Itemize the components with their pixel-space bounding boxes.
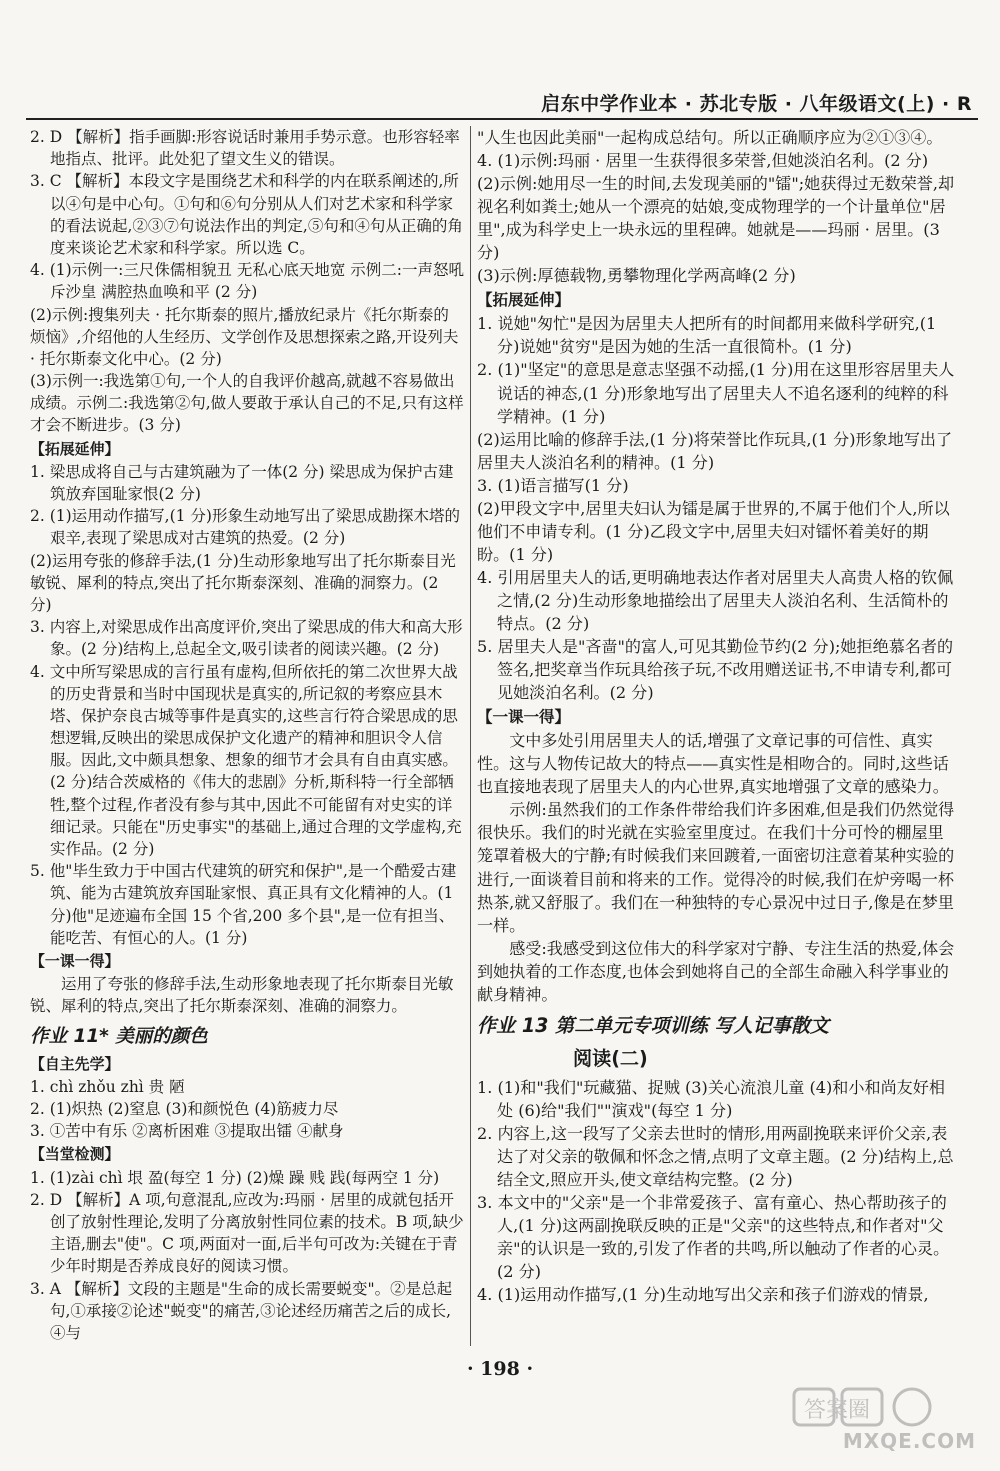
answer-subitem: "人生也因此美丽"一起构成总结句。所以正确顺序应为②①③④。 <box>477 128 943 147</box>
section-heading: 【拓展延伸】 <box>30 439 120 458</box>
answer-item: 2. (1)运用动作描写,(1 分)形象生动地写出了梁思成勘探木塔的艰辛,表现了梁思成对古建筑的热爱。(2 分) <box>30 507 460 548</box>
answer-item: 1. 说她"匆忙"是因为居里夫人把所有的时间都用来做科学研究,(1 分)说她"贫穷"是因为她的生活一直很简朴。(1 分) <box>477 314 937 357</box>
answer-item: 3. ①苦中有乐 ②离析困难 ③提取出镭 ④献身 <box>30 1122 344 1141</box>
answer-subitem: (2)运用夸张的修辞手法,(1 分)生动形象地写出了托尔斯泰目光敏锐、犀利的特点,突出了托尔斯泰深刻、准确的洞察力。(2 分) <box>30 551 456 614</box>
column-divider <box>470 126 471 1346</box>
watermark <box>792 1385 976 1453</box>
body-paragraph: 文中多处引用居里夫人的话,增强了文章记事的可信性、真实性。这与人物传记故大的特点——真实性是相吻合的。同时,这些话也直接地表现了居里夫人的内心世界,真实地增强了文章的感染力。 <box>477 731 949 797</box>
page-header <box>26 92 978 120</box>
answer-item: 1. 梁思成将自己与古建筑融为了一体(2 分) 梁思成为保护古建筑放弃国耻家恨(2 分) <box>30 462 454 503</box>
body-paragraph: 示例:虽然我们的工作条件带给我们许多困难,但是我们仍然觉得很快乐。我们的时光就在实验室里度过。在我们十分可怜的棚屋里笼罩着极大的宁静;有时候我们来回踱着,一面密切注意着某种实验的进行,一面谈着目前和将来的工作。觉得冷的时候,我们在炉旁喝一杯热茶,就又舒服了。我们在一种独特的专心景况中过日子,像是在梦里一样。 <box>477 800 955 935</box>
answer-item: 4. (1)运用动作描写,(1 分)生动地写出父亲和孩子们游戏的情景, <box>477 1285 929 1305</box>
answer-subitem: (2)甲段文字中,居里夫妇认为镭是属于世界的,不属于他们个人,所以他们不申请专利。(1 分)乙段文字中,居里夫妇对镭怀着美好的期盼。(1 分) <box>477 498 950 564</box>
left-column <box>30 126 464 1344</box>
answer-item: 4. 文中所写梁思成的言行虽有虚构,但所依托的第二次世界大战的历史背景和当时中国现状是真实的,所记叙的考察应县木塔、保护奈良古城等事件是真实的,这些言行符合梁思成的思想逻辑,反映出的梁思成保护文化遗产的精神和胆识令人信服。因此,文中颇具想象、想象的细节才会具有自由真实感。(2 分)结合茨威格的《伟大的悲剧》分析,斯科特一行全部牺牲,整个过程,作者没有参与其中,因此不可能留有对史实的详细记录。只能在"历史事实"的基础上,通过合理的文学虚构,充实作品。(2 分) <box>30 662 462 858</box>
watermark-logo-char: 答案圈 <box>804 1398 871 1423</box>
body-paragraph: 感受:我感受到这位伟大的科学家对宁静、专注生活的热爱,体会到她执着的工作态度,也体会到她将自己的全部生命融入科学事业的献身精神。 <box>477 938 955 1004</box>
answer-item: 2. D 【解析】指手画脚:形容说话时兼用手势示意。也形容轻率地指点、批评。此处犯了望文生义的错误。 <box>30 128 460 169</box>
watermark-text: MXQE.COM <box>842 1429 976 1453</box>
right-column <box>477 126 957 1306</box>
section-heading: 【自主先学】 <box>30 1054 120 1073</box>
section-heading: 【拓展延伸】 <box>477 291 571 310</box>
answer-subitem: (2)示例:她用尽一生的时间,去发现美丽的"镭";她获得过无数荣誉,却视名利如粪土;她从一个漂亮的姑娘,变成物理学的一个计量单位"居里",成为科学史上一块永远的里程碑。她就是——玛丽 · 居里。(3 分) <box>477 174 955 263</box>
assignment-title: 作业 11* 美丽的颜色 <box>30 1025 208 1047</box>
body-paragraph: 运用了夸张的修辞手法,生动形象地表现了托尔斯泰目光敏锐、犀利的特点,突出了托尔斯泰深刻、准确的洞察力。 <box>30 975 454 1016</box>
answer-item: 4. 引用居里夫人的话,更明确地表达作者对居里夫人高贵人格的钦佩之情,(2 分)生动形象地描绘出了居里夫人淡泊名利、生活简朴的特点。(2 分) <box>477 567 954 633</box>
answer-item: 4. (1)示例一:三尺侏儒相貌丑 无私心底天地宽 示例二:一声怒吼斥沙皇 满腔热血唤和平 (2 分) <box>30 261 464 302</box>
page-number: · 198 · <box>466 1358 534 1380</box>
answer-item: 2. D 【解析】A 项,句意混乱,应改为:玛丽 · 居里的成就包括开创了放射性理论,发明了分离放射性同位素的技术。B 项,缺少主语,删去"使"。C 项,两面对一面,后半句可改为:关键在于青少年时期是否养成良好的阅读习惯。 <box>30 1190 464 1276</box>
answer-subitem: (3)示例:厚德载物,勇攀物理化学两高峰(2 分) <box>477 266 796 286</box>
answer-item: 3. (1)语言描写(1 分) <box>477 475 629 495</box>
answer-item: 1. (1)zài chì 垠 盈(每空 1 分) (2)燥 躁 贱 践(每两空 1 分) <box>30 1168 440 1187</box>
watermark-logo-icon <box>792 1385 976 1429</box>
assignment-subtitle: 阅读(二) <box>573 1046 648 1070</box>
answer-item: 3. 本文中的"父亲"是一个非常爱孩子、富有童心、热心帮助孩子的人,(1 分)这两副挽联反映的正是"父亲"的这些特点,和作者对"父亲"的认识是一致的,引发了作者的共鸣,所以触动了作者的心灵。(2 分) <box>477 1193 950 1282</box>
answer-item: 2. (1)炽热 (2)窒息 (3)和颜悦色 (4)筋疲力尽 <box>30 1100 339 1119</box>
answer-item: 3. 内容上,对梁思成作出高度评价,突出了梁思成的伟大和高大形象。(2 分)结构上,总起全文,吸引读者的阅读兴趣。(2 分) <box>30 618 463 659</box>
section-heading: 【一课一得】 <box>477 708 571 727</box>
answer-subitem: (2)示例:搜集列夫 · 托尔斯泰的照片,播放纪录片《托尔斯泰的烦恼》,介绍他的人生经历、文学创作及思想探索之路,开设列夫 · 托尔斯泰文化中心。(2 分) <box>30 305 459 368</box>
header-title: 启东中学作业本 · 苏北专版 · 八年级语文(上) · R <box>541 93 972 115</box>
assignment-title: 作业 13 第二单元专项训练 写人记事散文 <box>477 1013 830 1037</box>
section-heading: 【当堂检测】 <box>30 1145 120 1164</box>
answer-item: 5. 他"毕生致力于中国古代建筑的研究和保护",是一个酷爱古建筑、能为古建筑放弃国耻家恨、真正具有文化精神的人。(1 分)他"足迹遍布全国 15 个省,200 多个县",是一位有担当、能吃苦、有恒心的人。(1 分) <box>30 862 457 947</box>
section-heading: 【一课一得】 <box>30 951 120 970</box>
answer-item: 2. 内容上,这一段写了父亲去世时的情形,用两副挽联来评价父亲,表达了对父亲的敬佩和怀念之情,点明了文章主题。(2 分)结构上,总结全文,照应开头,使文章结构完整。(2 分) <box>477 1123 954 1190</box>
answer-item: 4. (1)示例:玛丽 · 居里一生获得很多荣誉,但她淡泊名利。(2 分) <box>477 151 929 171</box>
answer-item: 5. 居里夫人是"吝啬"的富人,可见其勤俭节约(2 分);她拒绝慕名者的签名,把奖章当作玩具给孩子玩,不改用赠送证书,不申请专利,都可见她淡泊名利。(2 分) <box>477 637 954 703</box>
answer-subitem: (2)运用比喻的修辞手法,(1 分)将荣誉比作玩具,(1 分)形象地写出了居里夫人淡泊名利的精神。(1 分) <box>477 429 953 472</box>
answer-item: 1. (1)和"我们"玩藏猫、捉贼 (3)关心流浪儿童 (4)和小和尚友好相处 (6)给"我们""演戏"(每空 1 分) <box>477 1077 945 1120</box>
answer-item: 2. (1)"坚定"的意思是意志坚强不动摇,(1 分)用在这里形容居里夫人说话的神态,(1 分)形象地写出了居里夫人不追名逐利的纯粹的科学精神。(1 分) <box>477 360 955 426</box>
answer-item: 1. chì zhǒu zhì 贵 陋 <box>30 1077 185 1096</box>
answer-item: 3. C 【解析】本段文字是围绕艺术和科学的内在联系阐述的,所以④句是中心句。①句和⑥句分别从人们对艺术家和科学家的看法说起,②③⑦句说法作出的判定,⑤句和④句从正确的角度来谈论艺术家和科学家。所以选 C。 <box>30 172 463 257</box>
answer-item: 3. A 【解析】文段的主题是"生命的成长需要蜕变"。②是总起句,①承接②论述"蜕变"的痛苦,③论述经历痛苦之后的成长,④与 <box>30 1279 453 1342</box>
answer-subitem: (3)示例一:我选第①句,一个人的自我评价越高,就越不容易做出成绩。示例二:我选第②句,做人要敢于承认自己的不足,只有这样才会不断进步。(3 分) <box>30 372 464 435</box>
